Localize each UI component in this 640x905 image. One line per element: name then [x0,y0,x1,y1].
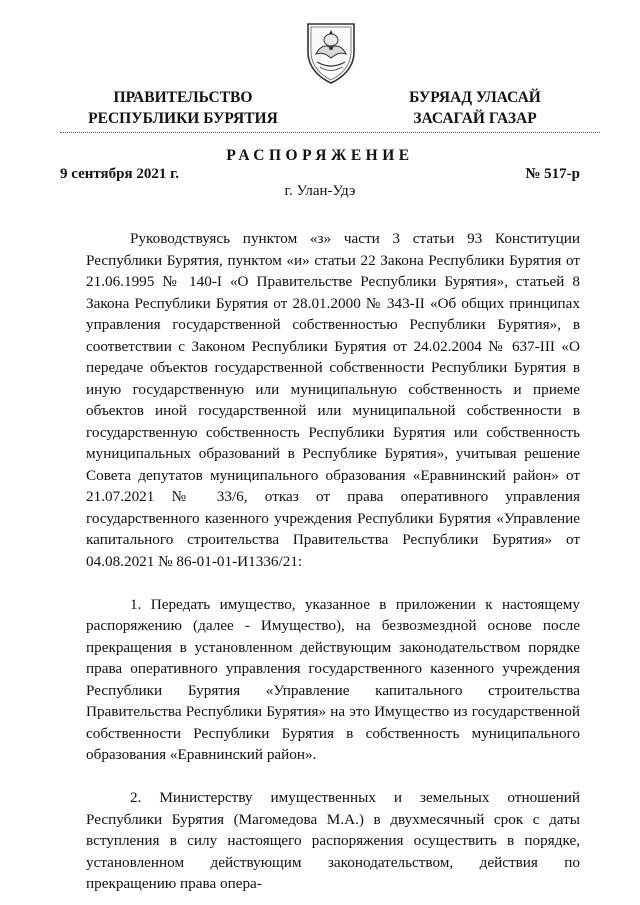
document-body [86,228,580,895]
document-title: РАСПОРЯЖЕНИЕ [226,147,414,164]
government-name-russian [78,87,288,129]
header-divider [60,132,600,133]
government-name-buryat-line1: БУРЯАД УЛАСАЙ [409,89,541,106]
government-name-buryat [382,87,568,129]
coat-of-arms-icon [300,18,362,86]
document-city: г. Улан-Удэ [284,183,356,199]
government-name-line1: ПРАВИТЕЛЬСТВО [113,89,253,106]
clause-2-paragraph: 2. Министерству имущественных и земельных отношений Республики Бурятия (Магомедова М.А.) в двухмесячный срок с даты вступления в силу настоящего распоряжения осуществить в порядке, установленном действующим законодательством, действия по прекращению права опера- [86,789,580,892]
preamble-paragraph: Руководствуясь пунктом «з» части 3 статьи 93 Конституции Республики Бурятия, пунктом «и» статьи 22 Закона Республики Бурятия от 21.06.1995 № 140-I «О Правительстве Республики Бурятия», статьей 8 Закона Республики Бурятия от 28.01.2000 № 343-II «Об общих принципах управления государственной собственностью Республики Бурятия», в соответствии с Законом Республики Бурятия от 24.02.2004 № 637-III «О передаче объектов государственной собственности Республики Бурятия в иную государственную или муниципальную собственность и приеме объектов иной государственной или муниципальной собственности в государственную собственность Республики Бурятия или собственность муниципальных образований в Республике Бурятия», учитывая решение Совета депутатов муниципального образования «Еравнинский район» от 21.07.2021 № 33/6, отказ от права оперативного управления государственного казенного учреждения Республики Бурятия «Управление капитального строительства Правительства Республики Бурятия» от 04.08.2021 № 86-01-01-И1336/21: [86,230,580,570]
document-number: № 517-р [525,166,580,182]
government-name-buryat-line2: ЗАСАГАЙ ГАЗАР [413,110,537,127]
document-date: 9 сентября 2021 г. [60,166,180,182]
government-name-line2: РЕСПУБЛИКИ БУРЯТИЯ [88,110,278,127]
clause-1-paragraph: 1. Передать имущество, указанное в приложении к настоящему распоряжению (далее - Имущество), на безвозмездной основе после прекращения в установленном действующим законодательством порядке права оперативного управления государственного казенного учреждения Республики Бурятия «Управление капитального строительства Правительства Республики Бурятия» на это Имущество из государственной собственности Республики Бурятия в собственность муниципального образования «Еравнинский район». [86,595,580,763]
